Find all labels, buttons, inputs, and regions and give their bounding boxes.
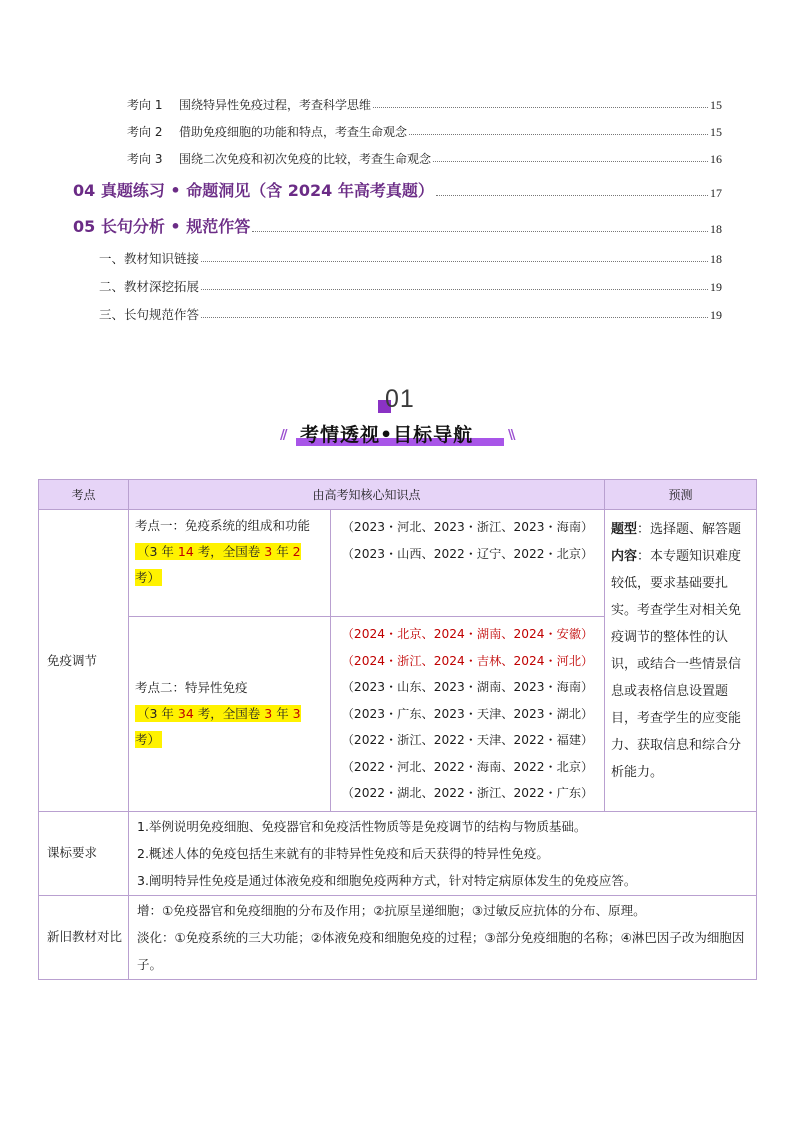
source-line: （2022・河北、2022・海南、2022・北京） bbox=[341, 759, 594, 774]
toc-leader bbox=[252, 231, 708, 232]
toc-section-05[interactable] bbox=[73, 214, 722, 237]
toc-item-title: 借助免疫细胞的功能和特点，考查生命观念 bbox=[179, 125, 408, 139]
source-list-2 bbox=[331, 617, 605, 812]
toc-page-number: 16 bbox=[710, 152, 722, 166]
comparison-item: 淡化：①免疫系统的三大功能；②体液免疫和细胞免疫的过程；③部分免疫细胞的名称；④淋巴因子改为细胞因子。 bbox=[137, 929, 745, 972]
exam-overview-table bbox=[38, 479, 757, 980]
content-label: 内容 bbox=[611, 549, 638, 564]
content-text: ：本专题知识难度较低，要求基础要扎实。考查学生对相关免疫调节的整体性的认识，或结合一些情景信息或表格信息设置题目，考查学生的应变能力、获取信息和综合分析能力。 bbox=[611, 549, 742, 780]
requirements-cell bbox=[129, 811, 757, 895]
requirement-item: 2.概述人体的免疫包括生来就有的非特异性免疫和后天获得的特异性免疫。 bbox=[137, 845, 549, 861]
toc-item-05-1[interactable] bbox=[99, 249, 722, 267]
table-row bbox=[39, 895, 757, 979]
toc-item-2[interactable] bbox=[127, 123, 722, 140]
table-header-row bbox=[39, 480, 757, 510]
exam-stat-highlight: （3 年 34 考，全国卷 3 年 3 考） bbox=[135, 705, 301, 747]
toc-item-1[interactable] bbox=[127, 96, 722, 113]
toc-leader bbox=[409, 134, 708, 135]
source-line-2024: （2024・北京、2024・湖南、2024・安徽） bbox=[341, 627, 594, 641]
header-core: 由高考知核心知识点 bbox=[129, 480, 605, 510]
knowledge-point-title: 考点二：特异性免疫 bbox=[135, 679, 248, 695]
source-line: （2023・广东、2023・天津、2023・湖北） bbox=[341, 706, 594, 721]
prediction-cell bbox=[605, 510, 757, 812]
requirements-label: 课标要求 bbox=[39, 811, 129, 895]
toc-section-title: 04 真题练习 • 命题洞见（含 2024 年高考真题） bbox=[73, 181, 434, 200]
toc-leader bbox=[433, 161, 708, 162]
question-type-label: 题型 bbox=[611, 522, 638, 537]
table-row bbox=[39, 510, 757, 617]
right-slash-decoration: \\ bbox=[508, 428, 514, 443]
requirement-item: 3.阐明特异性免疫是通过体液免疫和细胞免疫两种方式，针对特定病原体发生的免疫应答。 bbox=[137, 872, 637, 888]
toc-item-title: 一、教材知识链接 bbox=[99, 251, 200, 266]
section-number: 01 bbox=[385, 385, 415, 413]
source-line: （2022・湖北、2022・浙江、2022・广东） bbox=[341, 786, 594, 800]
source-list-1 bbox=[331, 510, 605, 617]
source-line: （2023・山西、2022・辽宁、2022・北京） bbox=[341, 546, 594, 561]
toc-item-number: 考向 1 bbox=[127, 98, 163, 112]
source-line: （2023・山东、2023・湖南、2023・海南） bbox=[341, 680, 594, 694]
toc-page-number: 19 bbox=[710, 308, 722, 322]
comparison-label: 新旧教材对比 bbox=[39, 895, 129, 979]
toc-leader bbox=[201, 261, 708, 262]
toc-item-number: 考向 2 bbox=[127, 125, 163, 139]
section-title: 考情透视•目标导航 bbox=[300, 424, 474, 446]
toc-section-04[interactable] bbox=[73, 178, 722, 201]
toc-page-number: 18 bbox=[710, 252, 722, 266]
comparison-cell bbox=[129, 895, 757, 979]
toc-page-number: 15 bbox=[710, 98, 722, 112]
exam-stat-highlight: （3 年 14 考，全国卷 3 年 2 考） bbox=[135, 544, 301, 585]
question-type-text: ：选择题、解答题 bbox=[637, 522, 742, 537]
toc-page-number: 19 bbox=[710, 280, 722, 294]
toc-item-title: 二、教材深挖拓展 bbox=[99, 279, 200, 294]
toc-item-05-2[interactable] bbox=[99, 277, 722, 295]
source-line-2024: （2024・浙江、2024・吉林、2024・河北） bbox=[341, 653, 594, 668]
knowledge-point-2 bbox=[129, 617, 331, 812]
left-slash-decoration: // bbox=[280, 428, 286, 443]
toc-page-number: 17 bbox=[710, 186, 722, 200]
source-line: （2022・浙江、2022・天津、2022・福建） bbox=[341, 733, 594, 747]
topic-cell: 免疫调节 bbox=[39, 510, 129, 812]
toc-item-title: 三、长句规范作答 bbox=[99, 307, 200, 322]
header-topic: 考点 bbox=[39, 480, 129, 510]
knowledge-point-1 bbox=[129, 510, 331, 617]
toc-leader bbox=[201, 317, 708, 318]
toc-item-05-3[interactable] bbox=[99, 305, 722, 323]
toc-leader bbox=[201, 289, 708, 290]
toc-page-number: 15 bbox=[710, 125, 722, 139]
toc-item-title: 围绕二次免疫和初次免疫的比较，考查生命观念 bbox=[179, 152, 432, 166]
toc-leader bbox=[436, 195, 708, 196]
toc-leader bbox=[373, 107, 708, 108]
toc-section-title: 05 长句分析 • 规范作答 bbox=[73, 217, 251, 236]
table-row bbox=[39, 811, 757, 895]
knowledge-point-title: 考点一：免疫系统的组成和功能 bbox=[135, 518, 311, 533]
requirement-item: 1.举例说明免疫细胞、免疫器官和免疫活性物质等是免疫调节的结构与物质基础。 bbox=[137, 818, 587, 834]
toc-item-3[interactable] bbox=[127, 150, 722, 167]
toc-item-number: 考向 3 bbox=[127, 152, 163, 166]
source-line: （2023・河北、2023・浙江、2023・海南） bbox=[341, 520, 594, 534]
toc-page-number: 18 bbox=[710, 222, 722, 236]
toc-item-title: 围绕特异性免疫过程，考查科学思维 bbox=[179, 98, 372, 112]
header-predict: 预测 bbox=[605, 480, 757, 510]
comparison-item: 增：①免疫器官和免疫细胞的分布及作用；②抗原呈递细胞；③过敏反应抗体的分布、原理。 bbox=[137, 902, 646, 918]
